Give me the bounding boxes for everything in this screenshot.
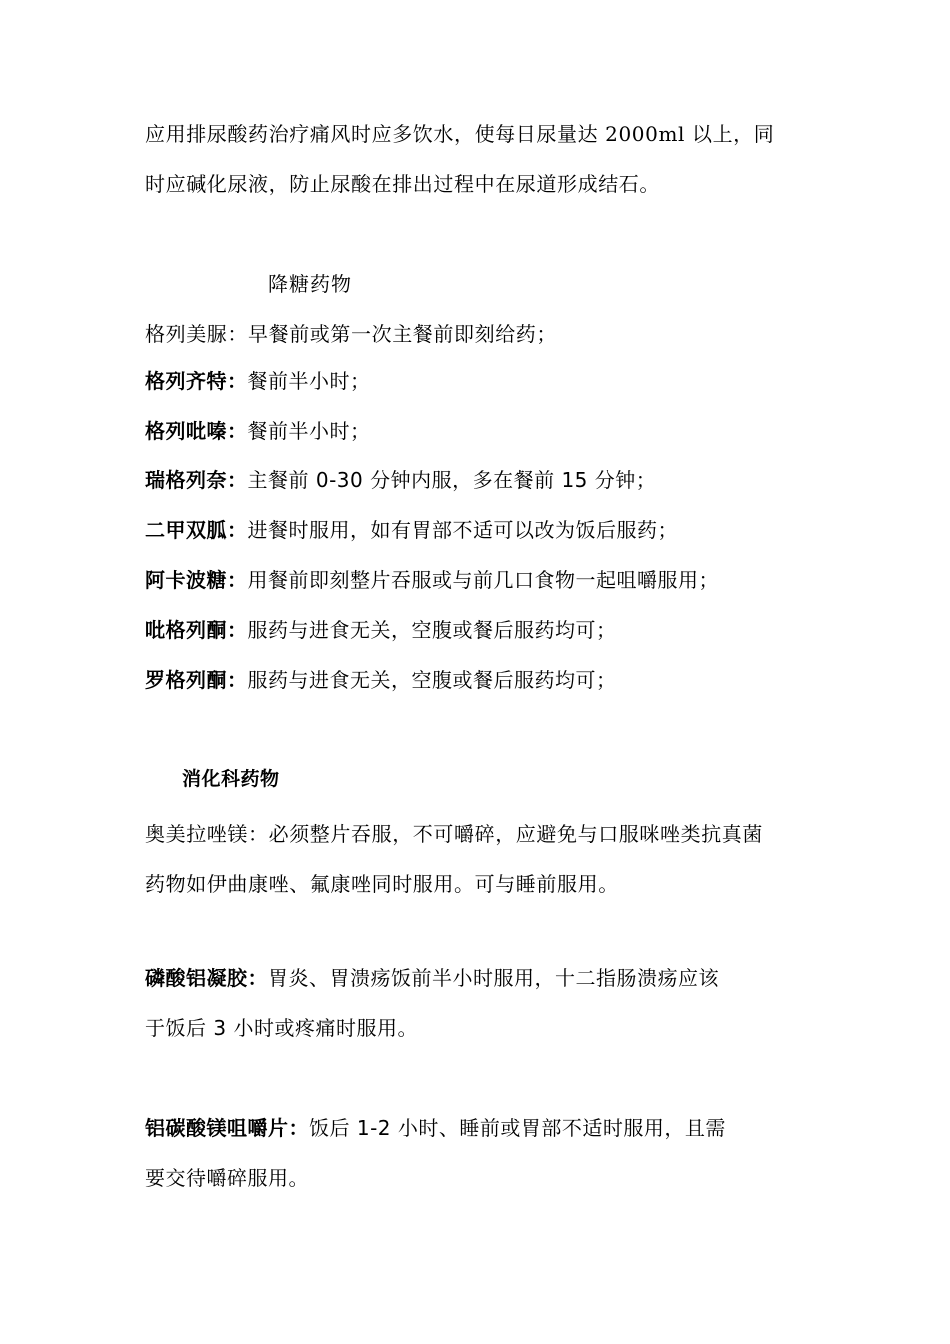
drug-entry — [145, 421, 371, 441]
drug-instruction: 胃炎、胃溃疡饭前半小时服用，十二指肠溃疡应该 — [268, 966, 719, 990]
omeprazole-line-1: 奥美拉唑镁：必须整片吞服，不可嚼碎，应避免与口服咪唑类抗真菌 — [145, 822, 763, 846]
drug-name: 罗格列酮： — [145, 668, 248, 692]
drug-name: 磷酸铝凝胶： — [145, 966, 268, 990]
aluminum-phosphate-line-1 — [145, 968, 719, 988]
drug-instruction: 餐前半小时； — [247, 369, 371, 393]
drug-instruction: 主餐前 0-30 分钟内服，多在餐前 15 分钟； — [247, 468, 657, 492]
hydrotalcite-line-2: 要交待嚼碎服用。 — [145, 1166, 309, 1190]
hydrotalcite-line-1 — [145, 1118, 726, 1138]
drug-instruction: 用餐前即刻整片吞服或与前几口食物一起咀嚼服用； — [247, 568, 719, 592]
drug-name: 格列吡嗪： — [145, 419, 248, 443]
drug-instruction: 餐前半小时； — [247, 419, 371, 443]
drug-instruction: 服药与进食无关，空腹或餐后服药均可； — [247, 668, 617, 692]
drug-name: 铝碳酸镁咀嚼片： — [145, 1116, 309, 1140]
drug-name: 吡格列酮： — [145, 618, 248, 642]
drug-name: 阿卡波糖： — [145, 568, 248, 592]
glimepiride-line: 格列美脲：早餐前或第一次主餐前即刻给药； — [145, 322, 557, 346]
drug-name: 瑞格列奈： — [145, 468, 248, 492]
drug-name: 格列齐特： — [145, 369, 248, 393]
drug-name: 二甲双胍： — [145, 518, 248, 542]
drug-entry — [145, 620, 617, 640]
drug-entry — [145, 470, 656, 490]
section-heading-hypoglycemic: 降糖药物 — [268, 272, 352, 296]
omeprazole-line-2: 药物如伊曲康唑、氟康唑同时服用。可与睡前服用。 — [145, 872, 619, 896]
drug-instruction: 服药与进食无关，空腹或餐后服药均可； — [247, 618, 617, 642]
drug-entry — [145, 371, 371, 391]
intro-line-2: 时应碱化尿液，防止尿酸在排出过程中在尿道形成结石。 — [145, 172, 660, 196]
drug-entry — [145, 570, 719, 590]
aluminum-phosphate-line-2: 于饭后 3 小时或疼痛时服用。 — [145, 1016, 418, 1040]
drug-entry — [145, 520, 678, 540]
drug-entry — [145, 670, 617, 690]
section-heading-digestive: 消化科药物 — [182, 768, 280, 790]
drug-instruction: 饭后 1-2 小时、睡前或胃部不适时服用，且需 — [309, 1116, 726, 1140]
drug-instruction: 进餐时服用，如有胃部不适可以改为饭后服药； — [247, 518, 678, 542]
intro-line-1: 应用排尿酸药治疗痛风时应多饮水，使每日尿量达 2000ml 以上，同 — [145, 122, 775, 146]
